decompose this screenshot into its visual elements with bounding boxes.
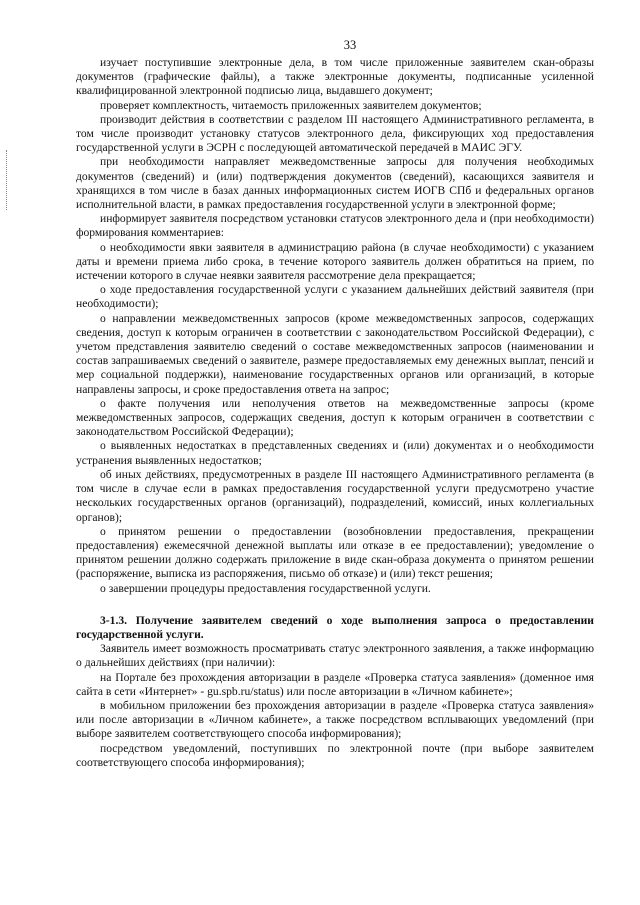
section-paragraph-4: посредством уведомлений, поступивших по электронной почте (при выборе заявителем соответствующего способа информирования);: [76, 741, 594, 769]
margin-marks: [6, 150, 9, 210]
paragraph-11: об иных действиях, предусмотренных в разделе III настоящего Административного регламента (в том числе в случае если в рамках предоставления государственной услуги предусмотрено участие нескольких государственных органов (организаций), подразделений, комиссий, иных коллегиальных органов);: [76, 467, 594, 524]
paragraph-7: о ходе предоставления государственной услуги с указанием дальнейших действий заявителя (при необходимости);: [76, 283, 594, 311]
section-paragraph-1: Заявитель имеет возможность просматривать статус электронного заявления, а также информацию о дальнейших действиях (при наличии):: [76, 642, 594, 670]
paragraph-2: проверяет комплектность, читаемость приложенных заявителем документов;: [100, 98, 482, 112]
paragraph-8: о направлении межведомственных запросов (кроме межведомственных запросов, содержащих сведения, доступ к которым ограничен в соответствии с законодательством Российской Федерации), с учетом представления заявителю сведений о составе межведомственных запросов (наименовании и состав запрашиваемых сведений о заявителе, размере предоставляемых ему денежных выплат, пенсий и мер социальной поддержки), наименование государственных органов или организаций, в которые направлены запросы, и сроке предоставления ответа на запрос;: [76, 311, 594, 396]
paragraph-12: о принятом решении о предоставлении (возобновлении предоставления, прекращении предоставления) ежемесячной денежной выплаты или отказе в ее предоставлении); уведомление о принятом решении должно содержать приложение в виде скан-образа документа о принятом решении (распоряжение, выписка из распоряжения, письмо об отказе) и (или) текст решения;: [76, 524, 594, 581]
section-paragraph-2: на Портале без прохождения авторизации в разделе «Проверка статуса заявления» (доменное имя сайта в сети «Интернет» - gu.spb.ru/status) или после авторизации в «Личном кабинете»;: [76, 670, 594, 698]
paragraph-6: о необходимости явки заявителя в администрацию района (в случае необходимости) с указанием даты и времени приема либо срока, в течение которого заявитель должен обратиться на прием, по истечении которого в случае неявки заявителя рассмотрение дела прекращается;: [76, 240, 594, 283]
section-heading: 3-1.3. Получение заявителем сведений о ходе выполнения запроса о предоставлении государственной услуги.: [76, 613, 594, 641]
paragraph-13: о завершении процедуры предоставления государственной услуги.: [100, 581, 431, 595]
page-number: 33: [343, 38, 357, 52]
section-paragraph-3: в мобильном приложении без прохождения авторизации в разделе «Проверка статуса заявления» или после авторизации в «Личном кабинете», а также посредством всплывающих уведомлений (при выборе заявителем соответствующего способа информирования);: [76, 698, 594, 741]
paragraph-1: изучает поступившие электронные дела, в том числе приложенные заявителем скан-образы документов (графические файлы), а также электронные документы, подписанные усиленной квалифицированной электронной подписью лица, выдавшего документ;: [76, 56, 594, 98]
paragraph-10: о выявленных недостатках в представленных сведениях и (или) документах и о необходимости устранения выявленных недостатков;: [76, 439, 594, 467]
document-body: [76, 56, 594, 770]
paragraph-3: производит действия в соответствии с разделом III настоящего Административного регламента, в том числе производит установку статусов электронного дела, фиксирующих ход предоставления государственной услуги в ЭСРН с последующей автоматической передачей в МАИС ЭГУ.: [76, 112, 594, 155]
paragraph-9: о факте получения или неполучения ответов на межведомственные запросы (кроме межведомственных запросов, содержащих сведения, доступ к которым ограничен в соответствии с законодательством Российской Федерации);: [76, 396, 594, 439]
paragraph-5: информирует заявителя посредством установки статусов электронного дела и (при необходимости) формирования комментариев:: [76, 212, 594, 240]
paragraph-4: при необходимости направляет межведомственные запросы для получения необходимых документов (сведений) и (или) подтверждения документов (сведений), касающихся заявителя и хранящихся в том числе в базах данных информационных систем ИОГВ СПб и федеральных органов исполнительной власти, в рамках предоставления государственной услуги в электронной форме;: [76, 155, 594, 212]
